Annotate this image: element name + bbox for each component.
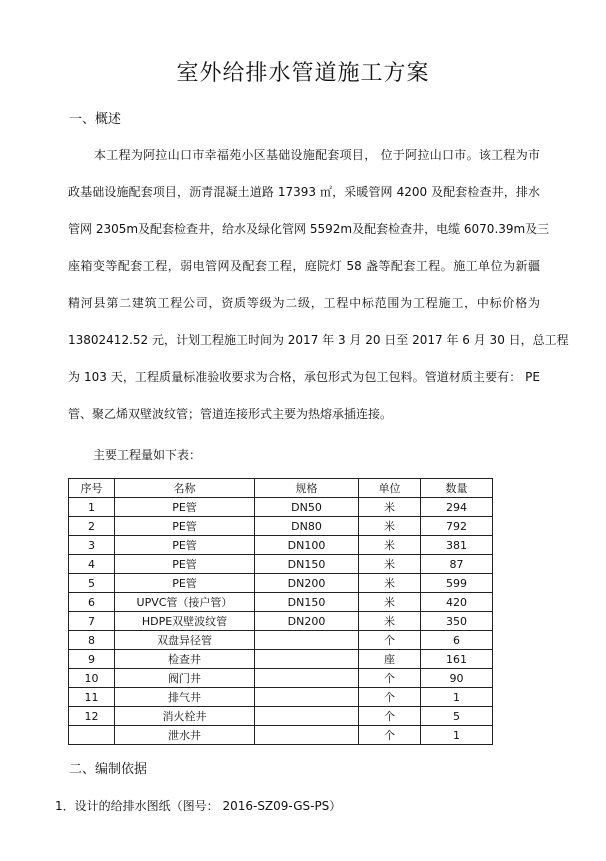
header-cell-index: 序号 [69,479,115,498]
table-caption: 主要工程量如下表： [93,448,202,462]
table-row [69,650,493,669]
quantity-table [68,478,493,745]
table-row [69,555,493,574]
table-body [69,498,493,745]
row-spec [255,707,359,726]
row-name: PE管 [115,517,255,536]
row-quantity: 350 [421,612,493,631]
overview-line: 管、聚乙烯双壁波纹管；管道连接形式主要为热熔承插连接。 [68,407,393,421]
table-row [69,631,493,650]
table-row [69,498,493,517]
row-index: 1 [69,498,115,517]
row-spec [255,669,359,688]
row-spec: DN200 [255,612,359,631]
row-spec [255,631,359,650]
reference-item: 1．设计的给排水图纸（图号： 2016-SZ09-GS-PS） [55,799,342,813]
row-spec: DN50 [255,498,359,517]
row-unit: 米 [359,555,421,574]
row-unit: 米 [359,612,421,631]
row-unit: 个 [359,631,421,650]
section-heading-basis: 二、编制依据 [69,762,148,777]
header-cell-spec: 规格 [255,479,359,498]
row-spec: DN100 [255,536,359,555]
overview-line: 精河县第二建筑工程公司，资质等级为二级，工程中标范围为工程施工，中标价格为 [68,296,540,310]
row-quantity: 294 [421,498,493,517]
overview-line: 管网 2305m及配套检查井，给水及绿化管网 5592m及配套检查井，电缆 6070.39m及三 [68,222,550,236]
header-cell-name: 名称 [115,479,255,498]
row-name: 双盘异径管 [115,631,255,650]
row-quantity: 1 [421,726,493,745]
row-spec [255,688,359,707]
row-unit: 个 [359,707,421,726]
row-spec [255,726,359,745]
overview-line: 政基础设施配套项目，沥青混凝土道路 17393 ㎡，采暖管网 4200 及配套检查井，排水 [68,185,540,199]
row-index: 2 [69,517,115,536]
row-index: 12 [69,707,115,726]
row-quantity: 792 [421,517,493,536]
table-header-row [69,479,493,498]
row-name: PE管 [115,498,255,517]
row-index: 8 [69,631,115,650]
row-name: PE管 [115,536,255,555]
table-row [69,612,493,631]
row-spec: DN200 [255,574,359,593]
table-row [69,726,493,745]
table-row [69,536,493,555]
row-quantity: 5 [421,707,493,726]
table-row [69,688,493,707]
overview-line: 13802412.52 元，计划工程施工时间为 2017 年 3 月 20 日至 2017 年 6 月 30 日，总工程 [68,333,569,347]
row-index: 9 [69,650,115,669]
row-index: 10 [69,669,115,688]
overview-line: 本工程为阿拉山口市幸福苑小区基础设施配套项目， 位于阿拉山口市。该工程为市 [94,148,540,162]
header-cell-unit: 单位 [359,479,421,498]
row-quantity: 599 [421,574,493,593]
row-quantity: 87 [421,555,493,574]
table-row [69,593,493,612]
table-row [69,517,493,536]
row-unit: 个 [359,669,421,688]
row-spec: DN150 [255,555,359,574]
row-name: 消火栓井 [115,707,255,726]
row-index: 11 [69,688,115,707]
row-name: HDPE双壁波纹管 [115,612,255,631]
table-row [69,669,493,688]
row-index: 3 [69,536,115,555]
section-heading-overview: 一、概述 [69,112,122,127]
row-unit: 米 [359,517,421,536]
overview-line: 为 103 天，工程质量标准验收要求为合格，承包形式为包工包料。管道材质主要有： PE [68,370,540,384]
row-index: 7 [69,612,115,631]
row-unit: 座 [359,650,421,669]
overview-line: 座箱变等配套工程，弱电管网及配套工程，庭院灯 58 盏等配套工程。施工单位为新疆 [68,259,540,273]
row-quantity: 90 [421,669,493,688]
row-spec: DN80 [255,517,359,536]
row-name: 阀门井 [115,669,255,688]
row-quantity: 1 [421,688,493,707]
row-name: 检查井 [115,650,255,669]
row-index: 5 [69,574,115,593]
row-unit: 米 [359,574,421,593]
row-name: UPVC管（接户管） [115,593,255,612]
row-unit: 个 [359,688,421,707]
row-unit: 个 [359,726,421,745]
row-spec: DN150 [255,593,359,612]
row-name: 排气井 [115,688,255,707]
document-title: 室外给排水管道施工方案 [176,61,430,86]
row-quantity: 161 [421,650,493,669]
row-index: 6 [69,593,115,612]
row-index [69,726,115,745]
row-quantity: 6 [421,631,493,650]
row-quantity: 381 [421,536,493,555]
row-name: PE管 [115,574,255,593]
row-quantity: 420 [421,593,493,612]
row-index: 4 [69,555,115,574]
row-unit: 米 [359,498,421,517]
row-spec [255,650,359,669]
row-name: PE管 [115,555,255,574]
table-row [69,707,493,726]
row-name: 泄水井 [115,726,255,745]
row-unit: 米 [359,536,421,555]
header-cell-quantity: 数量 [421,479,493,498]
table-row [69,574,493,593]
row-unit: 米 [359,593,421,612]
